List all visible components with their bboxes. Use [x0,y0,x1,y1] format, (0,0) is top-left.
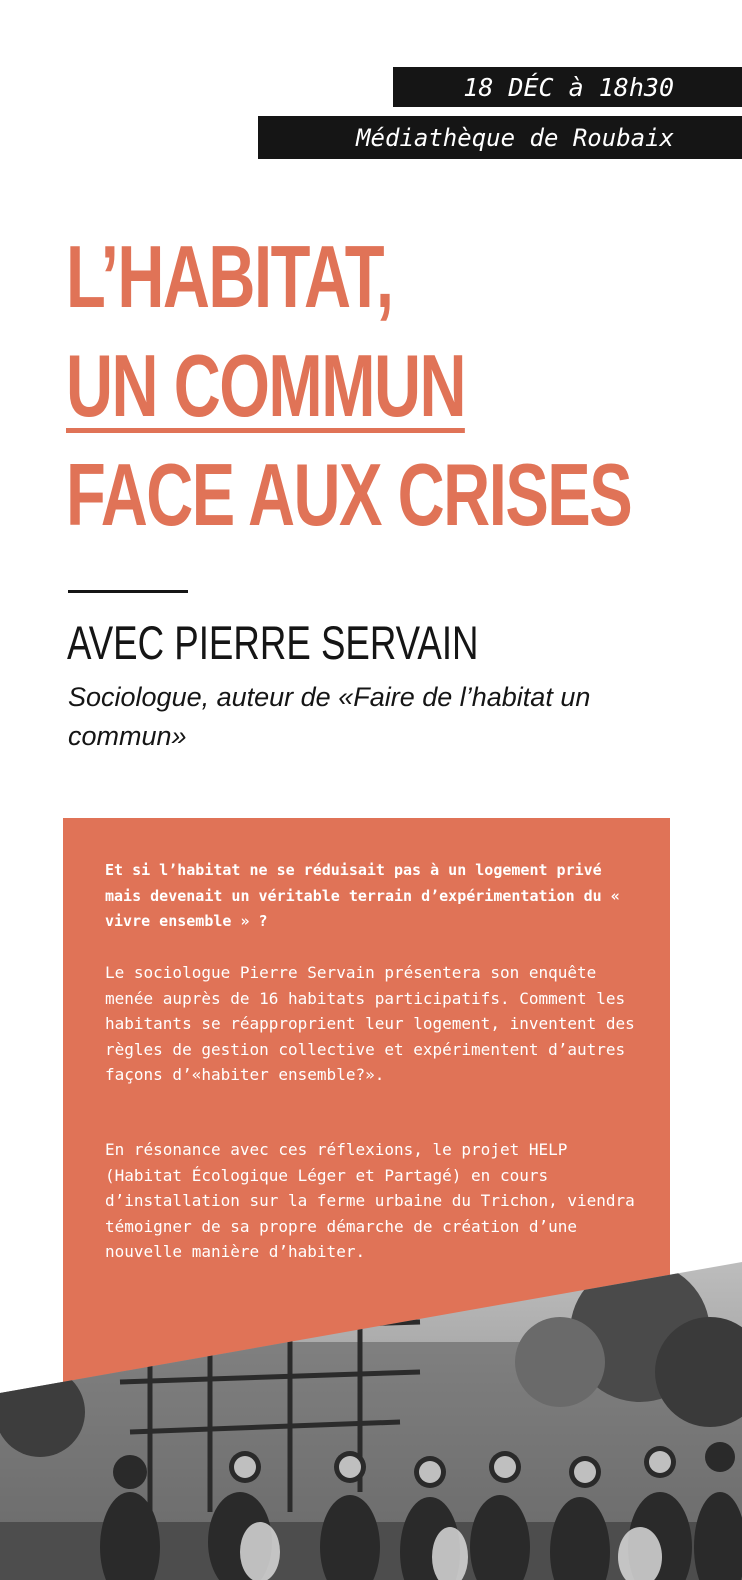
divider [68,590,188,593]
page-title [66,222,631,549]
title-line-3: FACE AUX CRISES [66,445,632,544]
group-photo-icon [0,1262,742,1580]
description-paragraph-1: Le sociologue Pierre Servain présentera son enquête menée auprès de 16 habitats participatifs. Comment les habitants se réapproprient leur logement, inventent des règles de gestion collective et expérimentent d’autres façons d’«habiter ensemble?». [105,963,635,1084]
speaker-bio: Sociologue, auteur de «Faire de l’habitat un commun» [68,682,591,751]
description-paragraph-2: En résonance avec ces réflexions, le projet HELP (Habitat Écologique Léger et Partagé) en cours d’installation sur la ferme urbaine du Trichon, viendra témoigner de sa propre démarche de création d’une nouvelle manière d’habiter. [105,1140,635,1261]
event-venue: Médiathèque de Roubaix [258,116,742,159]
title-line-2: UN COMMUN [66,336,466,435]
title-line-1: L’HABITAT, [66,227,393,326]
description-intro: Et si l’habitat ne se réduisait pas à un logement privé mais devenait un véritable terrain d’expérimentation du « vivre ensemble » ? [105,861,620,930]
speaker-name: AVEC PIERRE SERVAIN [67,616,479,669]
event-date: 18 DÉC à 18h30 [393,67,742,107]
